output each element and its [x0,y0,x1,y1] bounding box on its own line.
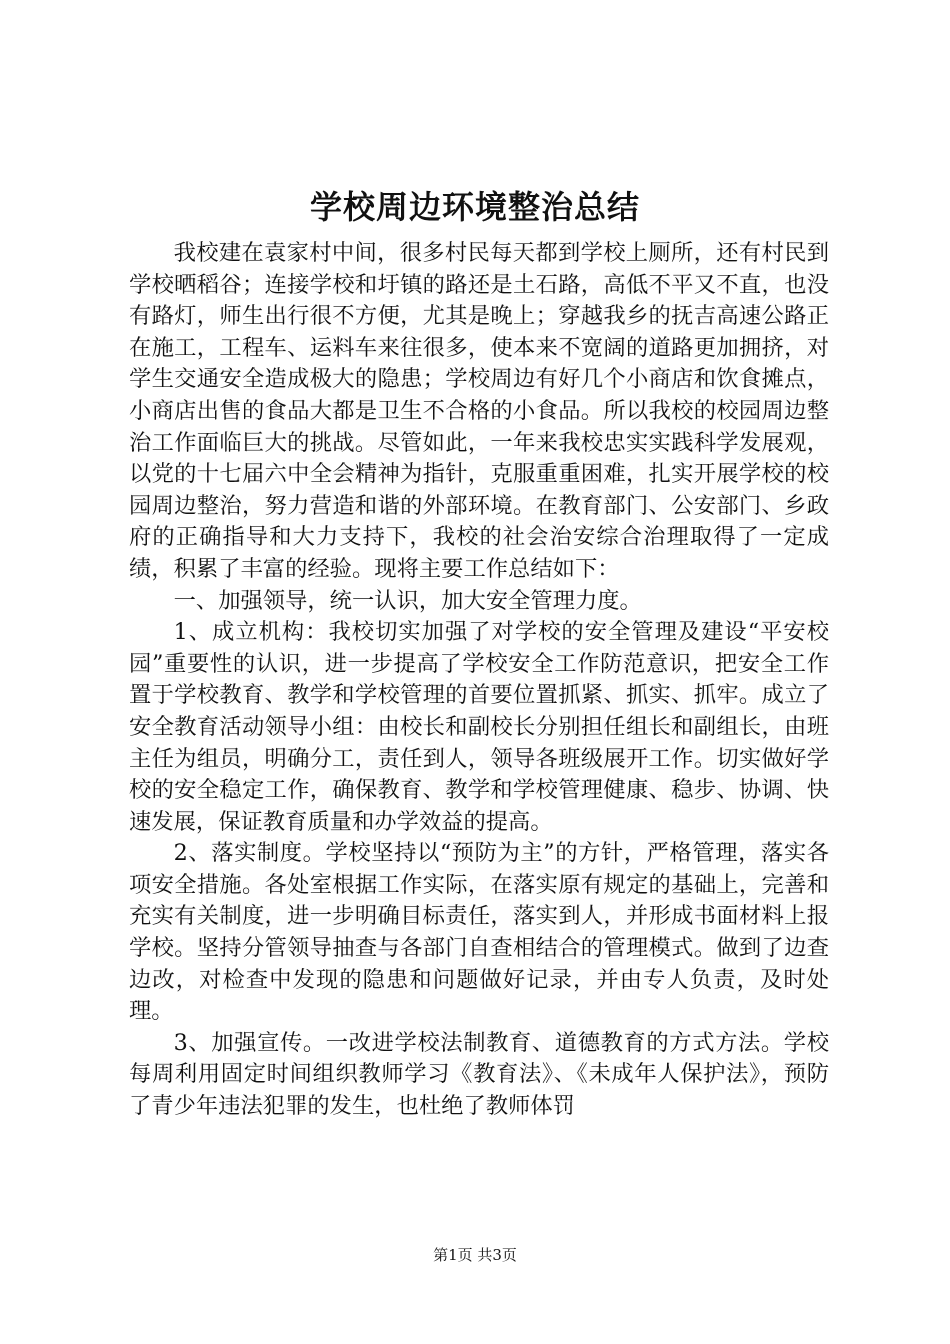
paragraph-intro: 我校建在袁家村中间，很多村民每天都到学校上厕所，还有村民到学校晒稻谷；连接学校和圩镇的路还是土石路，高低不平又不直，也没有路灯，师生出行很不方便，尤其是晚上；穿越我乡的抚吉高速公路正在施工，工程车、运料车来往很多，使本来不宽阔的道路更加拥挤，对学生交通安全造成极大的隐患；学校周边有好几个小商店和饮食摊点，小商店出售的食品大都是卫生不合格的小食品。所以我校的校园周边整治工作面临巨大的挑战。尽管如此，一年来我校忠实实践科学发展观，以党的十七届六中全会精神为指针，克服重重困难，扎实开展学校的校园周边整治，努力营造和谐的外部环境。在教育部门、公安部门、乡政府的正确指导和大力支持下，我校的社会治安综合治理取得了一定成绩，积累了丰富的经验。现将主要工作总结如下： [129,240,829,582]
document-title: 学校周边环境整治总结 [309,188,640,226]
paragraph-item-2: 2、落实制度。学校坚持以“预防为主”的方针，严格管理，落实各项安全措施。各处室根据工作实际，在落实原有规定的基础上，完善和充实有关制度，进一步明确目标责任，落实到人，并形成书面材料上报学校。坚持分管领导抽查与各部门自查相结合的管理模式。做到了边查边改，对检查中发现的隐患和问题做好记录，并由专人负责，及时处理。 [129,840,829,1025]
page-footer: 第1页 共3页 [433,1246,517,1264]
paragraph-section-heading: 一、加强领导，统一认识，加大安全管理力度。 [173,587,642,614]
document-body [129,238,829,1123]
paragraph-item-3: 3、加强宣传。一改进学校法制教育、道德教育的方式方法。学校每周利用固定时间组织教师学习《教育法》、《未成年人保护法》，预防了青少年违法犯罪的发生，也杜绝了教师体罚 [129,1029,829,1120]
paragraph-item-1: 1、成立机构：我校切实加强了对学校的安全管理及建设“平安校园”重要性的认识，进一步提高了学校安全工作防范意识，把安全工作置于学校教育、教学和学校管理的首要位置抓紧、抓实、抓牢。成立了安全教育活动领导小组：由校长和副校长分别担任组长和副组长，由班主任为组员，明确分工，责任到人，领导各班级展开工作。切实做好学校的安全稳定工作，确保教育、教学和学校管理健康、稳步、协调、快速发展，保证教育质量和办学效益的提高。 [129,619,829,835]
